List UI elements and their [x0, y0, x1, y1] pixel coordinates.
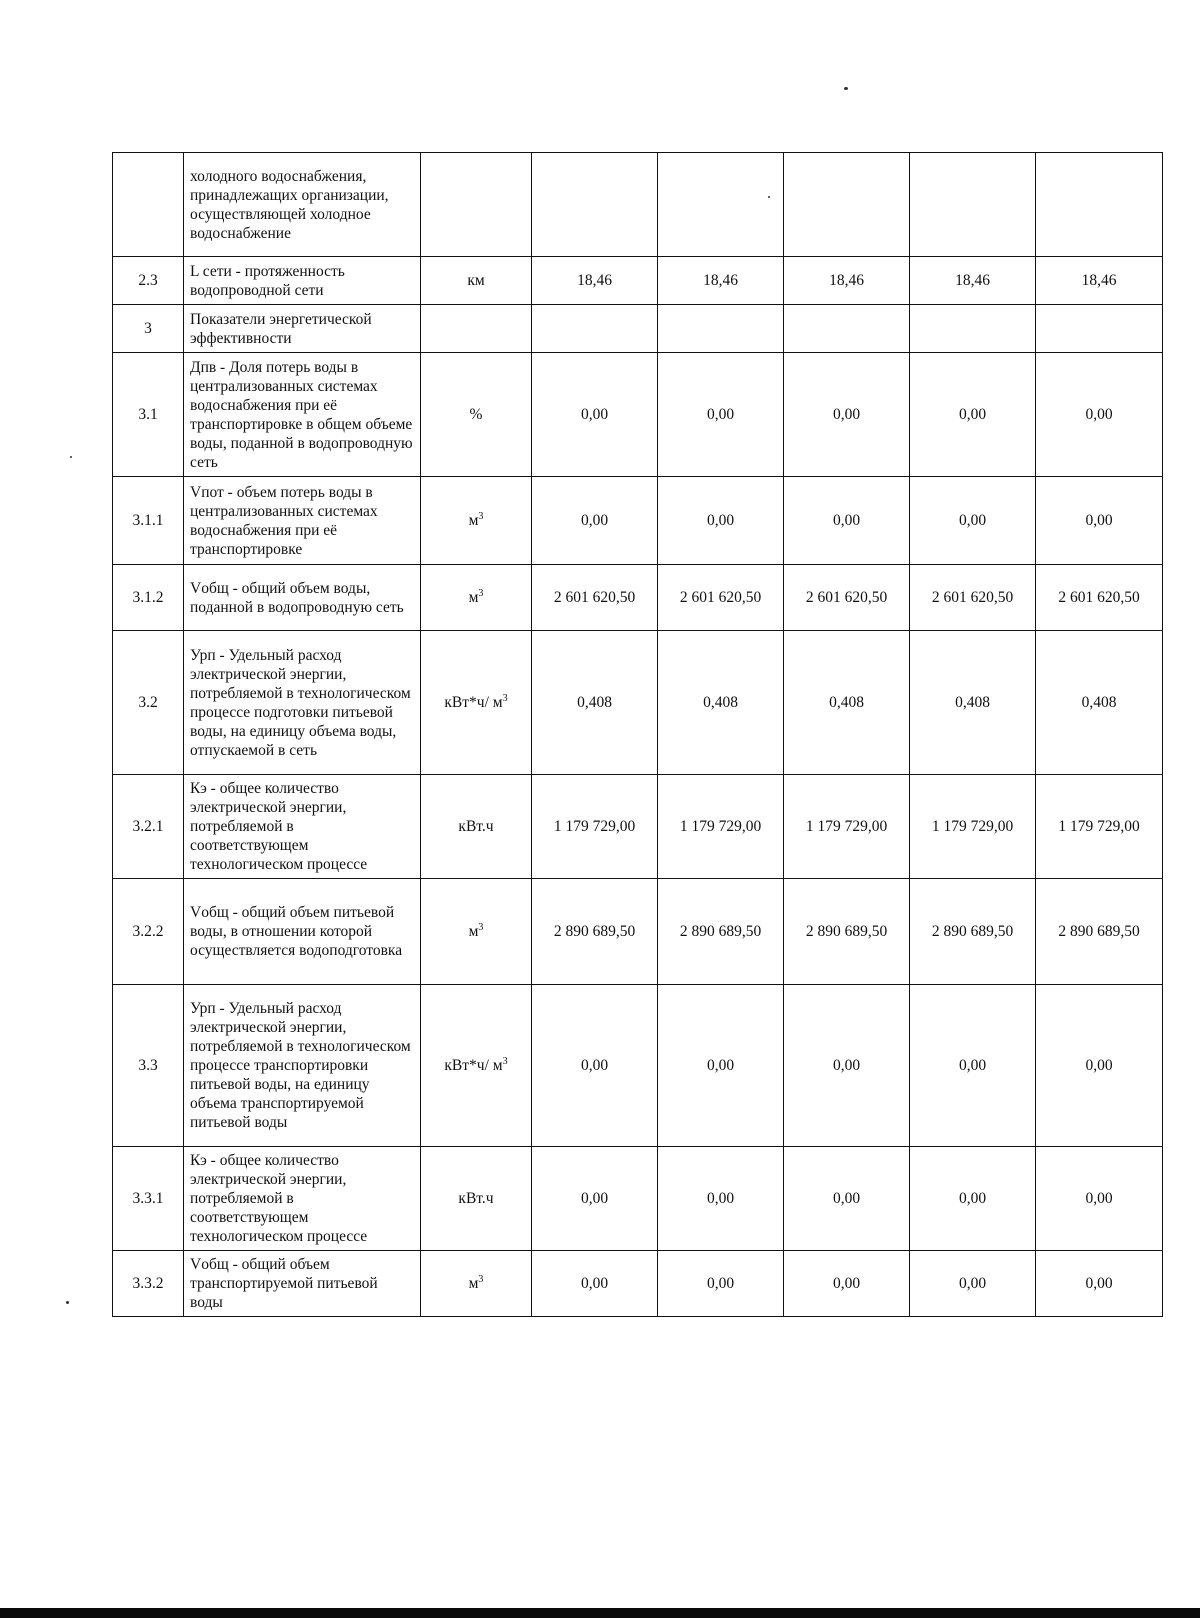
value-cell: 0,00 — [784, 477, 910, 565]
table-row — [113, 353, 1163, 477]
indicator-description: Vобщ - общий объем воды, поданной в водопроводную сеть — [184, 565, 421, 631]
value-cell: 2 601 620,50 — [910, 565, 1036, 631]
row-number: 3.2.2 — [113, 879, 184, 985]
unit-superscript: 3 — [478, 1273, 484, 1285]
table-row — [113, 477, 1163, 565]
table-row — [113, 879, 1163, 985]
value-cell: 2 601 620,50 — [1036, 565, 1163, 631]
table-body — [113, 153, 1163, 1317]
indicator-description: Кэ - общее количество электрической энергии, потребляемой в соответствующем технологическом процессе — [184, 775, 421, 879]
unit-cell — [421, 153, 532, 257]
scan-speck — [844, 87, 848, 90]
value-cell: 0,00 — [784, 1251, 910, 1317]
value-cell: 0,00 — [910, 1147, 1036, 1251]
unit-cell — [421, 985, 532, 1147]
row-number: 2.3 — [113, 257, 184, 305]
value-cell: 0,00 — [784, 353, 910, 477]
indicator-description: Vобщ - общий объем транспортируемой питьевой воды — [184, 1251, 421, 1317]
scan-speck — [66, 1301, 69, 1304]
table-row — [113, 565, 1163, 631]
value-cell: 0,00 — [532, 477, 658, 565]
table-row — [113, 775, 1163, 879]
value-cell — [910, 153, 1036, 257]
unit-label: м — [468, 589, 479, 606]
value-cell: 18,46 — [1036, 257, 1163, 305]
value-cell: 0,408 — [784, 631, 910, 775]
table-row — [113, 305, 1163, 353]
value-cell: 0,00 — [1036, 985, 1163, 1147]
value-cell — [784, 305, 910, 353]
unit-superscript: 3 — [502, 692, 508, 704]
value-cell: 1 179 729,00 — [532, 775, 658, 879]
value-cell: 0,00 — [658, 1147, 784, 1251]
value-cell: 0,00 — [910, 477, 1036, 565]
row-number: 3 — [113, 305, 184, 353]
value-cell: 2 601 620,50 — [532, 565, 658, 631]
value-cell — [1036, 305, 1163, 353]
value-cell — [532, 305, 658, 353]
value-cell: 0,408 — [910, 631, 1036, 775]
indicator-description: L сети - протяженность водопроводной сети — [184, 257, 421, 305]
unit-cell — [421, 1147, 532, 1251]
value-cell: 0,00 — [784, 1147, 910, 1251]
value-cell: 1 179 729,00 — [784, 775, 910, 879]
unit-label: м — [468, 1275, 479, 1292]
unit-label: км — [467, 272, 485, 289]
value-cell: 2 890 689,50 — [532, 879, 658, 985]
unit-label: кВт*ч/ м — [444, 1057, 503, 1074]
value-cell: 1 179 729,00 — [910, 775, 1036, 879]
value-cell: 0,00 — [1036, 353, 1163, 477]
indicator-table — [112, 152, 1163, 1317]
unit-label: кВт.ч — [458, 818, 494, 835]
unit-superscript: 3 — [478, 510, 484, 522]
value-cell: 0,408 — [658, 631, 784, 775]
table-row — [113, 153, 1163, 257]
indicator-description: Дпв - Доля потерь воды в централизованных системах водоснабжения при её транспортировке в общем объеме воды, поданной в водопроводную сеть — [184, 353, 421, 477]
unit-label: кВт*ч/ м — [444, 694, 503, 711]
value-cell: 1 179 729,00 — [658, 775, 784, 879]
indicator-description: холодного водоснабжения, принадлежащих организации, осуществляющей холодное водоснабжение — [184, 153, 421, 257]
value-cell: 0,00 — [658, 985, 784, 1147]
unit-cell — [421, 631, 532, 775]
value-cell: 2 890 689,50 — [658, 879, 784, 985]
unit-superscript: 3 — [502, 1055, 508, 1067]
value-cell: 2 890 689,50 — [910, 879, 1036, 985]
value-cell — [658, 153, 784, 257]
value-cell: 0,00 — [784, 985, 910, 1147]
indicator-description: Урп - Удельный расход электрической энергии, потребляемой в технологическом процессе транспортировки питьевой воды, на единицу объема транспортируемой питьевой воды — [184, 985, 421, 1147]
unit-label: м — [468, 923, 479, 940]
table-row — [113, 1251, 1163, 1317]
value-cell: 0,00 — [658, 1251, 784, 1317]
unit-label: % — [469, 406, 483, 423]
indicator-description: Урп - Удельный расход электрической энергии, потребляемой в технологическом процессе подготовки питьевой воды, на единицу объема воды, отпускаемой в сеть — [184, 631, 421, 775]
row-number: 3.3.1 — [113, 1147, 184, 1251]
table-row — [113, 257, 1163, 305]
value-cell: 0,00 — [910, 1251, 1036, 1317]
unit-cell — [421, 353, 532, 477]
value-cell: 0,00 — [658, 477, 784, 565]
value-cell: 2 890 689,50 — [784, 879, 910, 985]
indicator-description: Показатели энергетической эффективности — [184, 305, 421, 353]
table-row — [113, 1147, 1163, 1251]
table-row — [113, 631, 1163, 775]
scan-speck — [70, 456, 72, 458]
table-row — [113, 985, 1163, 1147]
value-cell: 2 601 620,50 — [784, 565, 910, 631]
value-cell: 0,00 — [1036, 477, 1163, 565]
row-number: 3.1.2 — [113, 565, 184, 631]
row-number — [113, 153, 184, 257]
value-cell: 2 890 689,50 — [1036, 879, 1163, 985]
value-cell: 0,408 — [532, 631, 658, 775]
value-cell: 18,46 — [784, 257, 910, 305]
row-number: 3.3 — [113, 985, 184, 1147]
value-cell: 0,00 — [532, 1147, 658, 1251]
unit-cell — [421, 1251, 532, 1317]
value-cell: 0,00 — [910, 353, 1036, 477]
value-cell: 0,00 — [910, 985, 1036, 1147]
value-cell: 18,46 — [658, 257, 784, 305]
row-number: 3.3.2 — [113, 1251, 184, 1317]
value-cell — [658, 305, 784, 353]
value-cell: 0,00 — [532, 1251, 658, 1317]
unit-cell — [421, 775, 532, 879]
value-cell: 0,408 — [1036, 631, 1163, 775]
value-cell: 0,00 — [532, 985, 658, 1147]
row-number: 3.2.1 — [113, 775, 184, 879]
value-cell — [910, 305, 1036, 353]
value-cell — [1036, 153, 1163, 257]
scan-edge-bar — [0, 1608, 1200, 1618]
value-cell: 18,46 — [532, 257, 658, 305]
value-cell: 2 601 620,50 — [658, 565, 784, 631]
unit-cell — [421, 305, 532, 353]
row-number: 3.1.1 — [113, 477, 184, 565]
unit-cell — [421, 879, 532, 985]
unit-superscript: 3 — [478, 587, 484, 599]
value-cell: 0,00 — [1036, 1251, 1163, 1317]
value-cell — [532, 153, 658, 257]
unit-cell — [421, 565, 532, 631]
unit-superscript: 3 — [478, 921, 484, 933]
unit-label: м — [468, 512, 479, 529]
value-cell: 0,00 — [658, 353, 784, 477]
indicator-description: Кэ - общее количество электрической энергии, потребляемой в соответствующем технологическом процессе — [184, 1147, 421, 1251]
row-number: 3.2 — [113, 631, 184, 775]
unit-cell — [421, 477, 532, 565]
indicator-description: Vобщ - общий объем питьевой воды, в отношении которой осуществляется водоподготовка — [184, 879, 421, 985]
value-cell: 1 179 729,00 — [1036, 775, 1163, 879]
row-number: 3.1 — [113, 353, 184, 477]
unit-cell — [421, 257, 532, 305]
value-cell: 18,46 — [910, 257, 1036, 305]
value-cell: 0,00 — [532, 353, 658, 477]
unit-label: кВт.ч — [458, 1190, 494, 1207]
indicator-description: Vпот - объем потерь воды в централизованных системах водоснабжения при её транспортировке — [184, 477, 421, 565]
value-cell — [784, 153, 910, 257]
value-cell: 0,00 — [1036, 1147, 1163, 1251]
